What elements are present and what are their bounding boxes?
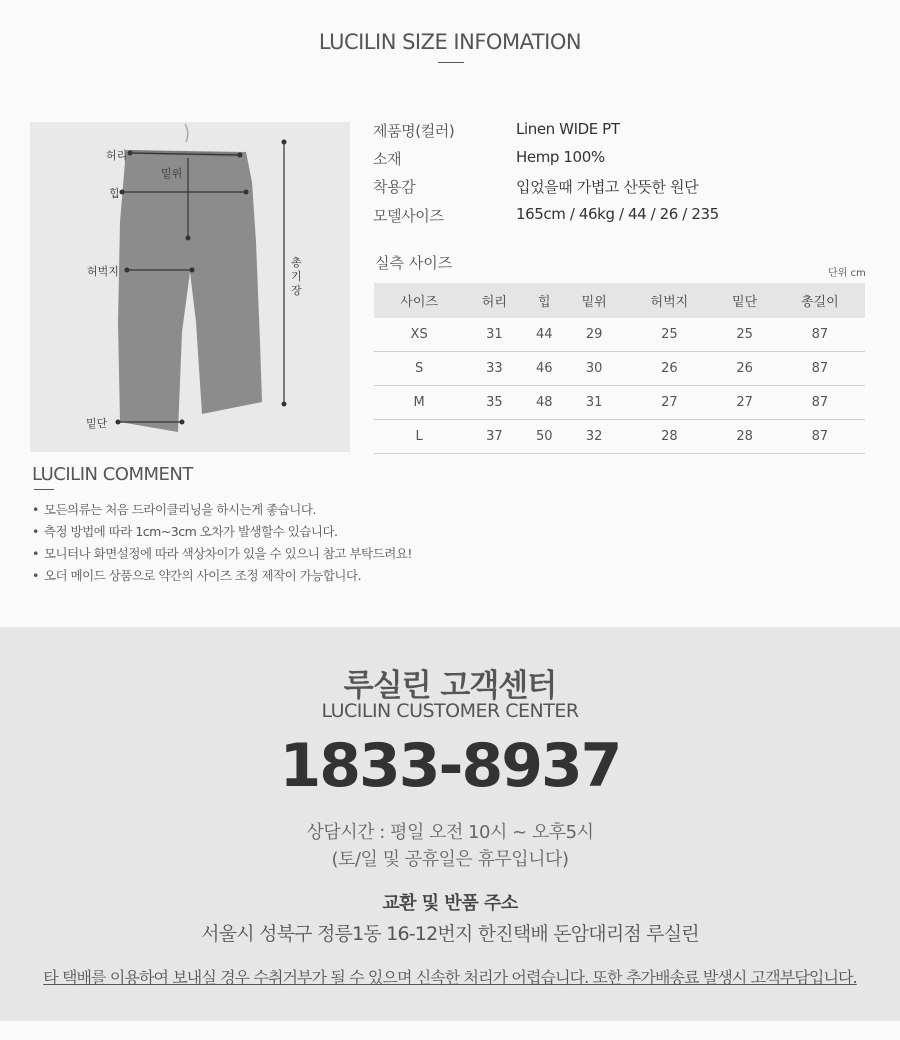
table-cell: 33 (464, 352, 524, 386)
table-row (374, 420, 865, 454)
table-cell: S (374, 352, 464, 386)
table-cell: 29 (564, 318, 624, 352)
column-header: 밑단 (715, 283, 775, 318)
table-cell: 30 (564, 352, 624, 386)
column-header: 사이즈 (374, 283, 464, 318)
label-rise: 밑위 (161, 167, 183, 180)
unit-label: 단위 cm (828, 268, 866, 279)
business-hours: 상담시간 : 평일 오전 10시 ~ 오후5시 (306, 822, 594, 843)
table-cell: 31 (564, 386, 624, 420)
list-item: • 측정 방법에 따라 1cm~3cm 오차가 발생할수 있습니다. (32, 522, 412, 544)
label-hip: 힙 (109, 187, 120, 200)
label-waist: 허리 (106, 149, 128, 162)
table-cell: 87 (775, 318, 865, 352)
customer-center (0, 627, 900, 1021)
table-cell: 87 (775, 420, 865, 454)
table-cell: L (374, 420, 464, 454)
table-cell: 50 (524, 420, 564, 454)
customer-center-subtitle: LUCILIN CUSTOMER CENTER (321, 700, 579, 722)
holiday-note: (토/일 및 공휴일은 휴무입니다) (331, 849, 569, 870)
pants-illustration (30, 122, 350, 452)
title-underline (438, 62, 464, 63)
comment-title: LUCILIN COMMENT (32, 464, 193, 485)
table-cell: 27 (715, 386, 775, 420)
table-cell: 26 (624, 352, 714, 386)
column-header: 허리 (464, 283, 524, 318)
list-item: • 모든의류는 처음 드라이클리닝을 하시는게 좋습니다. (32, 500, 412, 522)
table-cell: 48 (524, 386, 564, 420)
table-header-row (374, 283, 865, 318)
table-cell: 31 (464, 318, 524, 352)
table-cell: 28 (624, 420, 714, 454)
bottom-margin (0, 1021, 900, 1040)
list-item: • 오더 메이드 상품으로 약간의 사이즈 조정 제작이 가능합니다. (32, 566, 412, 588)
column-header: 허벅지 (624, 283, 714, 318)
table-cell: 44 (524, 318, 564, 352)
column-header: 힙 (524, 283, 564, 318)
table-cell: 87 (775, 386, 865, 420)
table-cell: 25 (624, 318, 714, 352)
table-cell: 46 (524, 352, 564, 386)
label-hem: 밑단 (86, 417, 108, 430)
table-cell: 87 (775, 352, 865, 386)
table-cell: 25 (715, 318, 775, 352)
table-cell: 27 (624, 386, 714, 420)
customer-center-title: 루실린 고객센터 (343, 668, 557, 704)
exchange-address: 서울시 성북구 정릉1동 16-12번지 한진택배 돈암대리점 루실린 (201, 923, 699, 945)
measurement-title: 실측 사이즈 (375, 254, 453, 272)
phone-number[interactable]: 1833-8937 (279, 731, 621, 801)
garment-diagram (30, 122, 350, 452)
table-cell: XS (374, 318, 464, 352)
table-cell: 32 (564, 420, 624, 454)
table-row (374, 386, 865, 420)
table-row (374, 352, 865, 386)
size-table (374, 283, 865, 454)
column-header: 밑위 (564, 283, 624, 318)
list-item: • 모니터나 화면설정에 따라 색상차이가 있을 수 있으니 참고 부탁드려요! (32, 544, 412, 566)
page-title: LUCILIN SIZE INFOMATION (318, 30, 582, 54)
table-cell: 37 (464, 420, 524, 454)
column-header: 총길이 (775, 283, 865, 318)
exchange-title: 교환 및 반품 주소 (382, 893, 518, 914)
table-row (374, 318, 865, 352)
shipping-notice: 타 택배를 이용하여 보내실 경우 수취거부가 될 수 있으며 신속한 처리가 어렵습니다. 또한 추가배송료 발생시 고객부담입니다. (43, 968, 857, 987)
label-thigh: 허벅지 (87, 265, 119, 278)
table-cell: M (374, 386, 464, 420)
table-cell: 26 (715, 352, 775, 386)
table-cell: 35 (464, 386, 524, 420)
comment-list (32, 500, 412, 588)
label-total-length: 총 기 장 (291, 256, 302, 297)
comment-underline (34, 489, 54, 490)
table-cell: 28 (715, 420, 775, 454)
